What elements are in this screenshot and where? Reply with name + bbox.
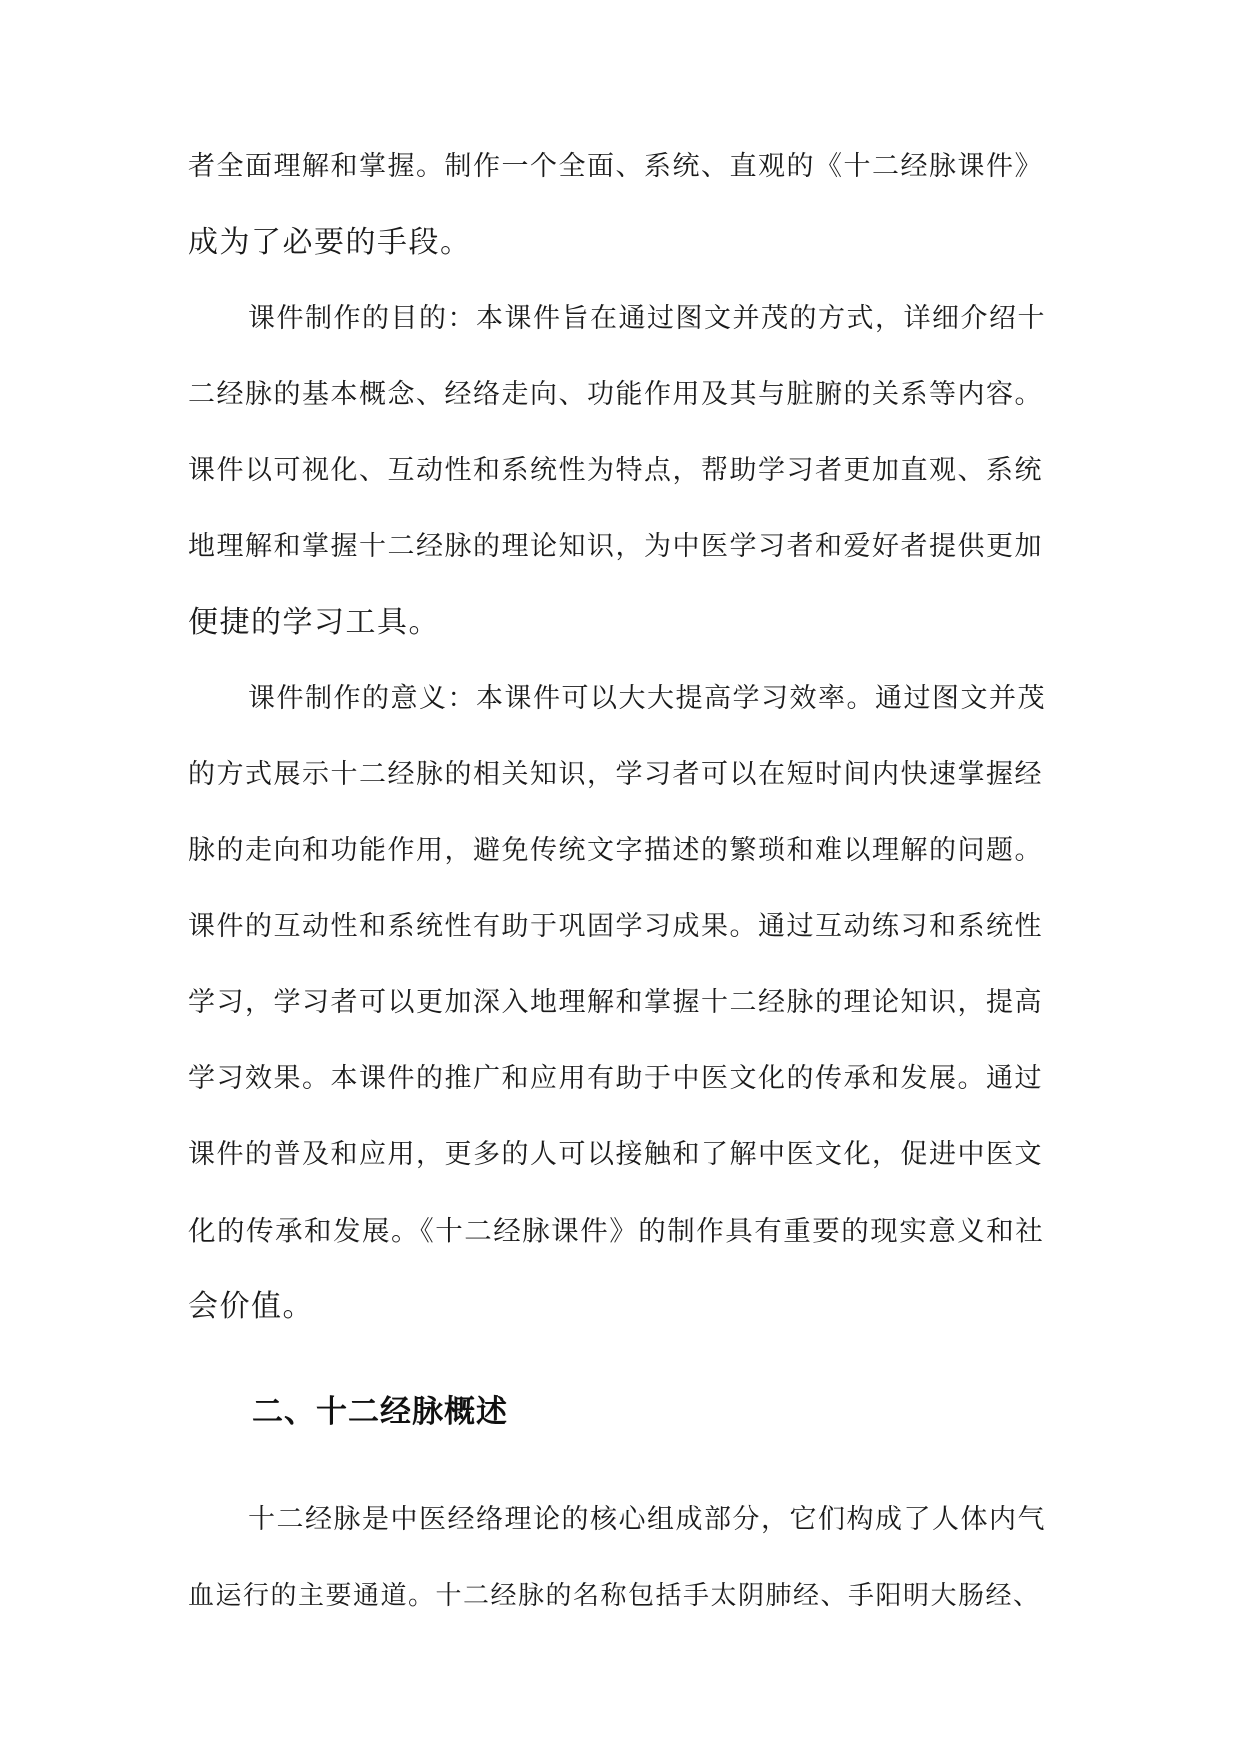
paragraph-line: 课件以可视化、互动性和系统性为特点，帮助学习者更加直观、系统: [188, 455, 1043, 486]
paragraph-line: 学习，学习者可以更加深入地理解和掌握十二经脉的理论知识，提高: [188, 987, 1043, 1018]
paragraph-line: 地理解和掌握十二经脉的理论知识，为中医学习者和爱好者提供更加: [188, 531, 1043, 562]
paragraph-line: 者全面理解和掌握。制作一个全面、系统、直观的《十二经脉课件》: [188, 151, 1043, 182]
paragraph-line: 课件的普及和应用，更多的人可以接触和了解中医文化，促进中医文: [188, 1139, 1043, 1170]
paragraph-line: 脉的走向和功能作用，避免传统文字描述的繁琐和难以理解的问题。: [188, 835, 1043, 866]
paragraph-line: 的方式展示十二经脉的相关知识，学习者可以在短时间内快速掌握经: [188, 759, 1043, 790]
paragraph-line: 会价值。: [188, 1289, 314, 1324]
paragraph-line: 课件制作的目的：本课件旨在通过图文并茂的方式，详细介绍十: [248, 303, 1046, 334]
paragraph-line: 课件制作的意义：本课件可以大大提高学习效率。通过图文并茂: [248, 683, 1046, 714]
paragraph-line: 学习效果。本课件的推广和应用有助于中医文化的传承和发展。通过: [188, 1063, 1043, 1094]
paragraph-line: 二经脉的基本概念、经络走向、功能作用及其与脏腑的关系等内容。: [188, 379, 1043, 410]
paragraph-line: 血运行的主要通道。十二经脉的名称包括手太阴肺经、手阳明大肠经、: [188, 1581, 1041, 1611]
paragraph-line: 十二经脉是中医经络理论的核心组成部分，它们构成了人体内气: [248, 1504, 1046, 1535]
paragraph-line: 课件的互动性和系统性有助于巩固学习成果。通过互动练习和系统性: [188, 911, 1043, 942]
section-heading: 二、十二经脉概述: [252, 1394, 508, 1430]
paragraph-line: 成为了必要的手段。: [188, 225, 472, 260]
paragraph-line: 便捷的学习工具。: [188, 605, 440, 640]
paragraph-line: 化的传承和发展。《十二经脉课件》的制作具有重要的现实意义和社: [188, 1215, 1045, 1247]
